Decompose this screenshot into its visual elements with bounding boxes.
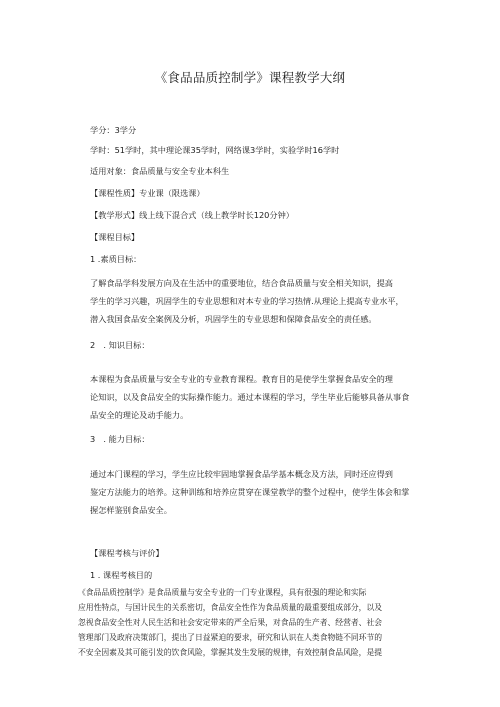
document-title: 《食品品质控制学》课程教学大纲 [154,70,346,85]
goal3-paragraph [90,465,435,519]
assessment1-line: 管理部门及政府决策部门，提出了日益紧迫的要求，研究和认识在人类食物链不同环节的 [78,633,383,642]
goal1-line: 了解食品学科发展方向及在生活中的重要地位，结合食品质量与安全相关知识，提高 [90,278,393,288]
goal2-heading: 2 . 知识目标： [90,340,150,350]
goal2-paragraph [90,370,435,424]
course-nature-line: 【课程性质】专业课（限选课） [90,188,205,198]
goal2-line: 本课程为食品质量与安全专业的专业教育课程。教育目的是使学生掌握食品安全的理 [90,374,393,384]
goal1-line: 潜入我国食品安全案例及分析，巩固学生的专业思想和保障食品安全的责任感。 [90,314,377,324]
credits-line: 学分：3学分 [90,125,137,135]
assessment1-heading: 1 . 课程考核目的 [90,570,153,580]
assessment1-line: 忽视食品安全性对人民生活和社会安定带来的严全后果，对食品的生产者、经营者、社会 [78,618,383,627]
assessment1-line: 应用性特点，与国计民生的关系密切，食品安全性作为食品质量的最重要组成部分，以及 [78,603,383,612]
goal3-heading: 3 . 能力目标： [90,434,150,444]
goal3-line: 握怎样鉴别食品安全。 [90,505,172,515]
goal3-line: 鉴定方法能力的培养。这种训练和培养应贯穿在课堂教学的整个过程中，使学生体会和掌 [90,487,410,497]
audience-line: 适用对象：食品质量与安全专业本科生 [90,166,230,176]
hours-line: 学时：51学时，其中理论课35学时，网络课3学时，实验学时16学时 [90,145,340,155]
goal1-paragraph [90,274,435,328]
goal3-line: 通过本门课程的学习，学生应比较牢固地掌握食品学基本概念及方法，同时还应得到 [90,469,393,479]
goal1-line: 学生的学习兴趣，巩固学生的专业思想和对本专业的学习热情.从理论上提高专业水平， [90,296,404,306]
goal1-heading: 1 .素质目标： [90,254,142,264]
teaching-form-line: 【教学形式】线上线下混合式（线上教学时长120分钟） [90,210,294,220]
assessment1-line: 不安全因素及其可能引发的饮食风险，掌握其发生发展的规律，有效控制食品风险，是提 [78,648,383,657]
assessment1-line: 《食品品质控制学》是食品质量与安全专业的一门专业课程，具有很强的理论和实际 [78,588,367,597]
course-goals-heading: 【课程目标】 [90,232,140,242]
goal2-line: 品安全的理论及动手能力。 [90,410,189,420]
goal2-line: 论知识，以及食品安全的实际操作能力。通过本课程的学习，学生毕业后能够具备从事食 [90,392,410,402]
assessment1-paragraph [78,585,438,660]
assessment-heading: 【课程考核与评价】 [90,548,164,558]
